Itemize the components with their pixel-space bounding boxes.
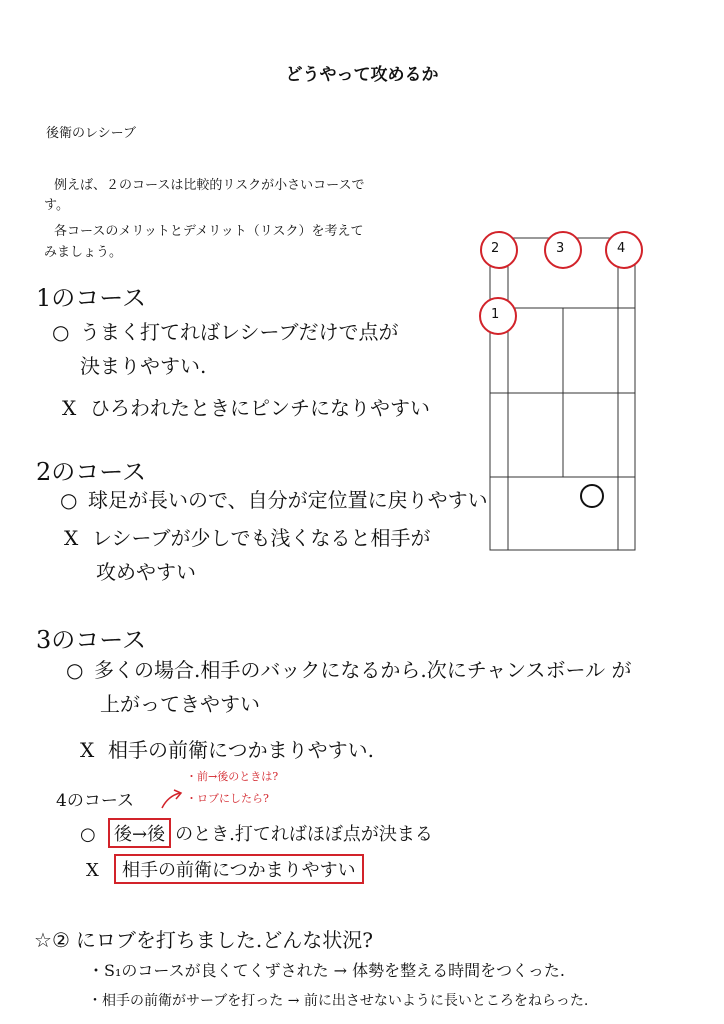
course-2-demerit bbox=[64, 522, 431, 551]
course-3-demerit bbox=[80, 734, 374, 763]
course-3-heading: 3のコース bbox=[36, 626, 147, 654]
demerit-symbol: X bbox=[86, 860, 99, 881]
course-1-merit-line-2: 決まりやすい. bbox=[80, 354, 207, 378]
merit-symbol: ○ bbox=[52, 320, 70, 344]
course-4-note-1: ・前→後のときは? bbox=[186, 770, 279, 783]
course-4-demerit-boxed: 相手の前衛につかまりやすい bbox=[114, 854, 364, 884]
course-2-merit bbox=[60, 484, 488, 513]
course-2-merit-text: 球足が長いので、自分が定位置に戻りやすい bbox=[88, 488, 488, 512]
course-4-merit bbox=[80, 818, 433, 848]
course-1-label: 1 bbox=[491, 307, 500, 322]
page-title: どうやって攻めるか bbox=[285, 65, 439, 85]
merit-symbol: ○ bbox=[80, 824, 96, 845]
course-2-label: 2 bbox=[491, 241, 500, 256]
star-icon: ☆ bbox=[34, 928, 52, 952]
intro-line-1: 例えば、２のコースは比較的リスクが小さいコースで bbox=[54, 178, 365, 193]
intro-line-2: す。 bbox=[44, 198, 69, 213]
course-3-merit-line-2: 上がってきやすい bbox=[100, 692, 260, 716]
course-3-merit bbox=[66, 654, 631, 683]
section-subtitle: 後衛のレシーブ bbox=[46, 126, 137, 141]
course-1-heading: 1のコース bbox=[36, 284, 147, 312]
player-position-marker bbox=[581, 485, 603, 507]
course-4-label: 4 bbox=[617, 241, 626, 256]
course-1-demerit-text: ひろわれたときにピンチになりやすい bbox=[90, 396, 430, 420]
answer-line-1: ・S₁のコースが良くてくずされた → 体勢を整える時間をつくった. bbox=[88, 961, 565, 980]
course-1-merit-line-1: うまく打てればレシーブだけで点が bbox=[80, 320, 399, 344]
merit-symbol: ○ bbox=[60, 488, 78, 512]
question-text: にロブを打ちました.どんな状況? bbox=[75, 928, 373, 952]
course-4-note-2: ・ロブにしたら? bbox=[186, 792, 269, 805]
intro-line-3: 各コースのメリットとデメリット（リスク）を考えて bbox=[54, 224, 364, 239]
question-line bbox=[34, 924, 373, 953]
note-arrow bbox=[162, 793, 180, 808]
course-2-demerit-line-2: 攻めやすい bbox=[96, 560, 196, 584]
demerit-symbol: X bbox=[62, 396, 77, 420]
course-3-demerit-text: 相手の前衛につかまりやすい. bbox=[108, 738, 374, 762]
course-4-demerit bbox=[86, 854, 364, 884]
demerit-symbol: X bbox=[80, 738, 95, 762]
merit-symbol: ○ bbox=[66, 658, 84, 682]
answer-line-2: ・相手の前衛がサーブを打った → 前に出させないように長いところをねらった. bbox=[88, 993, 589, 1009]
course-4-heading: 4のコース bbox=[56, 791, 134, 811]
course-1-merit bbox=[52, 316, 399, 345]
course-3-label: 3 bbox=[556, 241, 565, 256]
circled-number: ② bbox=[51, 928, 70, 952]
course-4-merit-boxed: 後→後 bbox=[108, 818, 171, 848]
course-4-merit-rest: のとき.打てればほぼ点が決まる bbox=[175, 824, 433, 845]
course-3-merit-line-1: 多くの場合.相手のバックになるから.次にチャンスボール が bbox=[94, 658, 632, 682]
intro-line-4: みましょう。 bbox=[44, 245, 123, 260]
demerit-symbol: X bbox=[64, 526, 79, 550]
course-2-demerit-line-1: レシーブが少しでも浅くなると相手が bbox=[92, 526, 431, 550]
course-2-heading: 2のコース bbox=[36, 458, 147, 486]
course-1-demerit bbox=[62, 392, 430, 421]
